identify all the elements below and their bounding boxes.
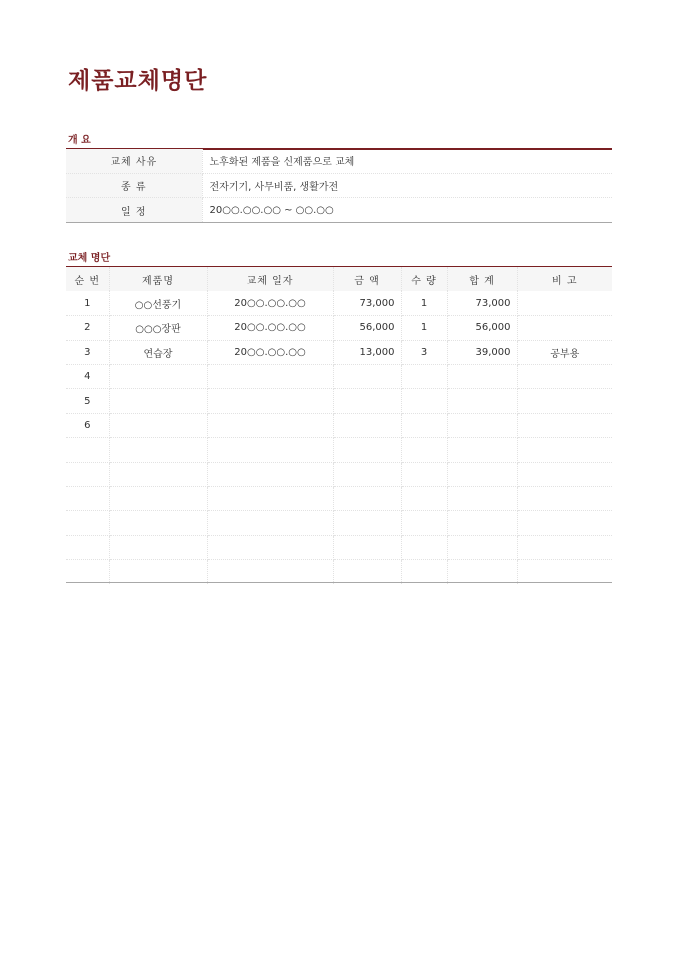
cell-note bbox=[517, 487, 612, 511]
column-header-replace-date: 교체 일자 bbox=[207, 267, 333, 291]
cell-product-name bbox=[109, 413, 207, 437]
cell-quantity: 1 bbox=[401, 291, 447, 315]
table-row bbox=[66, 560, 612, 584]
cell-no: 5 bbox=[66, 389, 109, 413]
cell-amount: 13,000 bbox=[333, 340, 401, 364]
cell-replace-date: 20○○.○○.○○ bbox=[207, 291, 333, 315]
table-row bbox=[66, 389, 612, 413]
cell-amount bbox=[333, 365, 401, 389]
cell-replace-date: 20○○.○○.○○ bbox=[207, 316, 333, 340]
overview-label: 교체 사유 bbox=[66, 149, 202, 173]
cell-amount bbox=[333, 462, 401, 486]
cell-amount: 73,000 bbox=[333, 291, 401, 315]
cell-no: 6 bbox=[66, 413, 109, 437]
cell-total: 39,000 bbox=[447, 340, 517, 364]
cell-replace-date bbox=[207, 389, 333, 413]
table-row bbox=[66, 511, 612, 535]
table-row bbox=[66, 535, 612, 559]
column-header-product-name: 제품명 bbox=[109, 267, 207, 291]
cell-note: 공부용 bbox=[517, 340, 612, 364]
overview-label: 일 정 bbox=[66, 198, 202, 222]
cell-total bbox=[447, 487, 517, 511]
cell-no bbox=[66, 560, 109, 584]
table-header-row bbox=[66, 267, 612, 291]
cell-product-name: ○○○장판 bbox=[109, 316, 207, 340]
cell-quantity bbox=[401, 560, 447, 584]
cell-note bbox=[517, 389, 612, 413]
overview-value: 20○○.○○.○○ ~ ○○.○○ bbox=[209, 204, 334, 216]
cell-quantity: 3 bbox=[401, 340, 447, 364]
overview-row-schedule bbox=[66, 198, 612, 222]
overview-row-reason bbox=[66, 149, 612, 173]
cell-quantity bbox=[401, 389, 447, 413]
cell-no bbox=[66, 535, 109, 559]
cell-note bbox=[517, 462, 612, 486]
cell-total bbox=[447, 560, 517, 584]
cell-replace-date bbox=[207, 511, 333, 535]
cell-total: 56,000 bbox=[447, 316, 517, 340]
cell-quantity bbox=[401, 365, 447, 389]
cell-amount bbox=[333, 560, 401, 584]
column-header-amount: 금 액 bbox=[333, 267, 401, 291]
cell-quantity bbox=[401, 462, 447, 486]
cell-quantity bbox=[401, 535, 447, 559]
cell-quantity bbox=[401, 413, 447, 437]
cell-quantity bbox=[401, 438, 447, 462]
table-row bbox=[66, 316, 612, 340]
table-row bbox=[66, 438, 612, 462]
cell-quantity bbox=[401, 511, 447, 535]
cell-replace-date bbox=[207, 462, 333, 486]
cell-amount bbox=[333, 511, 401, 535]
column-header-quantity: 수 량 bbox=[401, 267, 447, 291]
cell-amount bbox=[333, 389, 401, 413]
cell-amount: 56,000 bbox=[333, 316, 401, 340]
column-header-no: 순 번 bbox=[66, 267, 109, 291]
cell-note bbox=[517, 413, 612, 437]
cell-total: 73,000 bbox=[447, 291, 517, 315]
cell-replace-date bbox=[207, 438, 333, 462]
document-title: 제품교체명단 bbox=[68, 68, 208, 94]
cell-note bbox=[517, 365, 612, 389]
cell-product-name bbox=[109, 487, 207, 511]
cell-product-name bbox=[109, 511, 207, 535]
list-bottom-rule bbox=[66, 582, 612, 583]
cell-note bbox=[517, 560, 612, 584]
cell-no: 3 bbox=[66, 340, 109, 364]
cell-total bbox=[447, 365, 517, 389]
cell-replace-date bbox=[207, 413, 333, 437]
column-header-total: 합 계 bbox=[447, 267, 517, 291]
cell-product-name bbox=[109, 560, 207, 584]
cell-amount bbox=[333, 487, 401, 511]
table-row bbox=[66, 365, 612, 389]
cell-replace-date bbox=[207, 487, 333, 511]
cell-product-name bbox=[109, 462, 207, 486]
cell-quantity: 1 bbox=[401, 316, 447, 340]
cell-no bbox=[66, 511, 109, 535]
cell-total bbox=[447, 462, 517, 486]
cell-note bbox=[517, 291, 612, 315]
cell-quantity bbox=[401, 487, 447, 511]
cell-amount bbox=[333, 535, 401, 559]
cell-total bbox=[447, 413, 517, 437]
overview-table bbox=[66, 149, 612, 222]
overview-value: 노후화된 제품을 신제품으로 교체 bbox=[202, 149, 612, 173]
cell-no: 2 bbox=[66, 316, 109, 340]
overview-label: 종 류 bbox=[66, 173, 202, 197]
column-header-note: 비 고 bbox=[517, 267, 612, 291]
cell-total bbox=[447, 389, 517, 413]
table-row bbox=[66, 487, 612, 511]
cell-no bbox=[66, 462, 109, 486]
overview-row-type bbox=[66, 173, 612, 197]
cell-replace-date bbox=[207, 365, 333, 389]
cell-product-name bbox=[109, 535, 207, 559]
cell-replace-date bbox=[207, 560, 333, 584]
cell-no bbox=[66, 487, 109, 511]
cell-replace-date bbox=[207, 535, 333, 559]
cell-product-name bbox=[109, 438, 207, 462]
cell-note bbox=[517, 511, 612, 535]
overview-value: 전자기기, 사무비품, 생활가전 bbox=[202, 173, 612, 197]
list-heading: 교체 명단 bbox=[68, 253, 111, 264]
cell-no bbox=[66, 438, 109, 462]
cell-product-name: ○○선풍기 bbox=[109, 291, 207, 315]
overview-heading: 개 요 bbox=[68, 135, 91, 146]
cell-total bbox=[447, 535, 517, 559]
cell-note bbox=[517, 438, 612, 462]
cell-amount bbox=[333, 413, 401, 437]
table-row bbox=[66, 340, 612, 364]
cell-replace-date: 20○○.○○.○○ bbox=[207, 340, 333, 364]
replacement-table bbox=[66, 267, 612, 584]
table-row bbox=[66, 462, 612, 486]
cell-note bbox=[517, 316, 612, 340]
table-row bbox=[66, 291, 612, 315]
overview-bottom-rule bbox=[66, 222, 612, 223]
cell-no: 4 bbox=[66, 365, 109, 389]
cell-total bbox=[447, 511, 517, 535]
cell-product-name bbox=[109, 389, 207, 413]
cell-product-name bbox=[109, 365, 207, 389]
cell-product-name: 연습장 bbox=[109, 340, 207, 364]
cell-amount bbox=[333, 438, 401, 462]
cell-no: 1 bbox=[66, 291, 109, 315]
table-row bbox=[66, 413, 612, 437]
cell-note bbox=[517, 535, 612, 559]
cell-total bbox=[447, 438, 517, 462]
